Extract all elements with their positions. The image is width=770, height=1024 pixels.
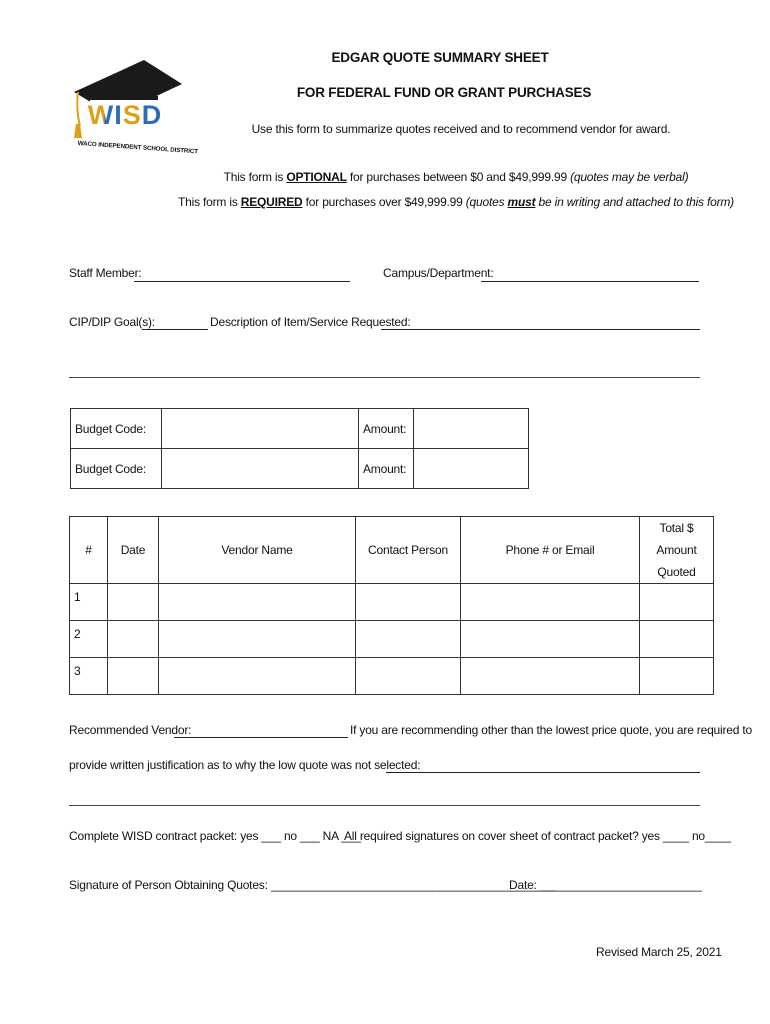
date-cell[interactable] <box>108 658 159 695</box>
complete-packet-question: Complete WISD contract packet: yes ___ no ___ NA ___ <box>69 829 361 843</box>
total-cell[interactable] <box>640 621 714 658</box>
vendor-cell[interactable] <box>159 658 356 695</box>
budget-code-input[interactable] <box>162 409 359 449</box>
required-mid: for purchases over $49,999.99 <box>302 195 466 209</box>
table-row <box>70 584 714 621</box>
amount-input[interactable] <box>414 409 529 449</box>
staff-member-label: Staff Member: <box>69 266 142 280</box>
district-name: WACO INDEPENDENT SCHOOL DISTRICT <box>77 140 199 156</box>
campus-department-label: Campus/Department: <box>383 266 494 280</box>
date-cell[interactable] <box>108 621 159 658</box>
quotes-header-row <box>70 517 714 584</box>
row-number: 3 <box>70 658 108 695</box>
logo-letters-text: WISD <box>87 99 163 130</box>
form-subtitle: FOR FEDERAL FUND OR GRANT PURCHASES <box>296 85 592 100</box>
optional-mid: for purchases between $0 and $49,999.99 <box>346 170 571 184</box>
description-label: Description of Item/Service Requested: <box>210 315 411 329</box>
required-note-a: (quotes <box>465 195 508 209</box>
total-cell[interactable] <box>640 584 714 621</box>
phone-cell[interactable] <box>461 584 640 621</box>
required-note-b: be in writing and attached to this form) <box>535 195 734 209</box>
col-total-line3: Quoted <box>657 565 696 579</box>
col-phone-header: Phone # or Email <box>461 517 640 584</box>
budget-code-label: Budget Code: <box>71 409 162 449</box>
signature-label: Signature of Person Obtaining Quotes: ____________________________________________ <box>69 878 556 892</box>
recommended-vendor-label: Recommended Vendor: <box>69 723 192 737</box>
cip-goals-field[interactable] <box>142 329 208 330</box>
amount-input[interactable] <box>414 449 529 489</box>
amount-label: Amount: <box>359 409 414 449</box>
optional-pre: This form is <box>223 170 287 184</box>
recommendation-note-a: If you are recommending other than the lowest price quote, you are required to <box>350 723 752 737</box>
justification-field[interactable] <box>386 772 700 773</box>
date-label: Date: _________________________ <box>509 878 702 892</box>
form-title: EDGAR QUOTE SUMMARY SHEET <box>331 50 549 65</box>
recommendation-note-b: provide written justification as to why the low quote was not selected: <box>69 758 421 772</box>
phone-cell[interactable] <box>461 658 640 695</box>
campus-department-field[interactable] <box>481 281 699 282</box>
optional-word: OPTIONAL <box>286 170 347 184</box>
vendor-cell[interactable] <box>159 621 356 658</box>
instruction-text: Use this form to summarize quotes received and to recommend vendor for award. <box>251 122 671 136</box>
required-pre: This form is <box>178 195 241 209</box>
col-total-header <box>640 517 714 584</box>
description-continuation-line[interactable] <box>69 377 700 378</box>
quotes-table <box>69 516 714 695</box>
col-total-line2: Amount <box>656 543 697 557</box>
budget-code-label: Budget Code: <box>71 449 162 489</box>
col-number-header: # <box>70 517 108 584</box>
vendor-cell[interactable] <box>159 584 356 621</box>
required-word: REQUIRED <box>240 195 303 209</box>
phone-cell[interactable] <box>461 621 640 658</box>
total-cell[interactable] <box>640 658 714 695</box>
optional-line <box>0 170 770 184</box>
table-row <box>70 621 714 658</box>
signatures-question: All required signatures on cover sheet of contract packet? yes ____ no____ <box>344 829 731 843</box>
budget-row <box>71 409 529 449</box>
col-total-line1: Total $ <box>659 521 694 535</box>
col-vendor-header: Vendor Name <box>159 517 356 584</box>
optional-note: (quotes may be verbal) <box>570 170 689 184</box>
budget-row <box>71 449 529 489</box>
budget-table <box>70 408 529 489</box>
staff-member-field[interactable] <box>134 281 350 282</box>
contact-cell[interactable] <box>356 621 461 658</box>
col-date-header: Date <box>108 517 159 584</box>
wisd-logo <box>68 56 199 156</box>
required-note-must: must <box>507 195 536 209</box>
justification-continuation-line[interactable] <box>69 805 700 806</box>
amount-label: Amount: <box>359 449 414 489</box>
row-number: 1 <box>70 584 108 621</box>
revised-date: Revised March 25, 2021 <box>596 945 722 959</box>
contact-cell[interactable] <box>356 584 461 621</box>
cip-goals-label: CIP/DIP Goal(s): <box>69 315 155 329</box>
date-cell[interactable] <box>108 584 159 621</box>
recommended-vendor-field[interactable] <box>174 737 348 738</box>
contact-cell[interactable] <box>356 658 461 695</box>
row-number: 2 <box>70 621 108 658</box>
required-line <box>0 195 770 209</box>
table-row <box>70 658 714 695</box>
description-field[interactable] <box>381 329 700 330</box>
col-contact-header: Contact Person <box>356 517 461 584</box>
budget-code-input[interactable] <box>162 449 359 489</box>
